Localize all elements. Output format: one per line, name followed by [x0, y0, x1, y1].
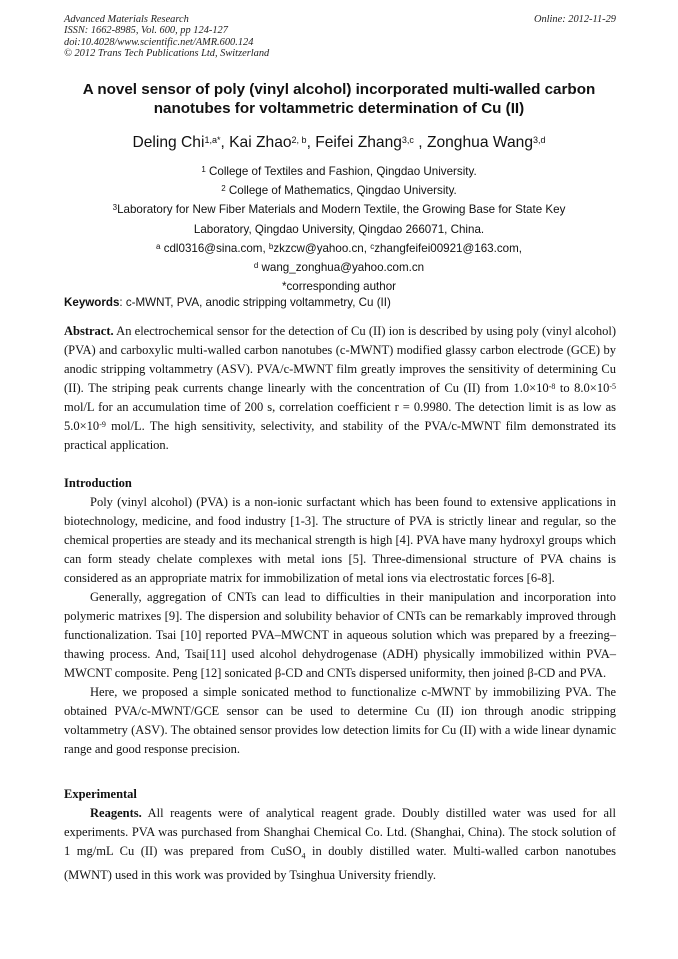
affiliation-3-line-1	[60, 200, 618, 219]
keywords	[64, 296, 616, 310]
section-heading: Experimental	[64, 787, 137, 801]
author-name: Deling Chi	[132, 134, 205, 151]
author-sup: 3,c	[401, 135, 414, 145]
abstract	[64, 322, 616, 455]
email-sup: a	[156, 241, 161, 251]
author-sup: 1,a*	[204, 135, 221, 145]
paragraph: Generally, aggregation of CNTs can lead to difficulties in their manipulation and incorporation into polymeric matrixes [9]. The dispersion and solubility behavior of CNTs can be remarkably improved through functionalization. Tsai [10] reported PVA–MWCNT in aqueous solution which was prepared by a freezing–thawing process. And, Tsai[11] used alcohol dehydrogenase (ADH) physically immobilized within PVA–MWCNT composite. Peng [12] sonicated β-CD and CNTs dispersed uniformity, then joined β-CD and PVA.	[64, 590, 616, 680]
affiliation-2	[60, 181, 618, 200]
email-text: zhangfeifei00921@163.com,	[374, 241, 522, 255]
affiliation-3-line-2: Laboratory, Qingdao University, Qingdao 266071, China.	[193, 222, 485, 236]
experimental-section	[64, 785, 616, 885]
keywords-label: Keywords	[64, 296, 120, 309]
email-sup: b	[268, 241, 274, 251]
paragraph	[64, 804, 616, 885]
affiliation-text: College of Mathematics, Qingdao University.	[225, 184, 457, 198]
online-date: Online: 2012-11-29	[533, 14, 616, 25]
abstract-text: mol/L. The high sensitivity, selectivity, and stability of the PVA/c-MWNT film demonstrated its practical application.	[64, 419, 616, 452]
author-sup: 3,d	[533, 135, 546, 145]
subscript: 4	[301, 851, 306, 861]
author-sep: ,	[220, 134, 230, 151]
email-line-2	[60, 258, 618, 277]
issn-line: ISSN: 1662-8985, Vol. 600, pp 124-127	[64, 25, 228, 37]
paragraph: Here, we proposed a simple sonicated method to functionalize c-MWNT by immobilizing PVA. The obtained PVA/c-MWNT/GCE sensor can be used to determine Cu (II) ion through anodic stripping voltammetry (ASV). The obtained sensor provides low detection limits for Cu (II) with a wide linear dynamic range and good response precision.	[64, 685, 616, 756]
email-text: cdl0316@sina.com,	[160, 241, 269, 255]
corresponding-note: *corresponding author	[281, 280, 397, 294]
affiliation-sup: 3	[112, 203, 118, 213]
affiliation-sup: 2	[221, 184, 226, 194]
paper-title	[60, 80, 618, 118]
doi-line: doi:10.4028/www.scientific.net/AMR.600.124	[64, 36, 254, 48]
keywords-text: : c-MWNT, PVA, anodic stripping voltammetry, Cu (II)	[119, 296, 391, 309]
affiliation-text: College of Textiles and Fashion, Qingdao University.	[205, 165, 477, 178]
affiliations	[60, 162, 618, 296]
paragraph-text: in doubly distilled water. Multi-walled carbon nanotubes (MWNT) used in this work was provided by Tsinghua University friendly.	[64, 844, 617, 882]
author-name: Kai Zhao	[229, 134, 292, 151]
abstract-label: Abstract.	[64, 324, 114, 338]
abstract-text: An electrochemical sensor for the detection of Cu (II) ion is described by using poly (vinyl alcohol) (PVA) and carboxylic multi-walled carbon nanotubes (c-MWNT) modified glassy carbon electrode (GCE) by anodic stripping voltammetry (ASV). PVA/c-MWNT film greatly improves the sensitivity of determining Cu (II). The striping peak currents change linearly with the concentration of Cu (II) from 1.0×10	[64, 324, 616, 395]
affiliation-1	[60, 162, 618, 181]
affiliation-text: Laboratory for New Fiber Materials and Modern Textile, the Growing Base for State Key	[117, 203, 566, 217]
exponent: -9	[99, 420, 106, 429]
abstract-text: to 8.0×10	[555, 381, 610, 395]
copyright-line: © 2012 Trans Tech Publications Ltd, Switzerland	[64, 48, 270, 60]
journal-name: Advanced Materials Research	[64, 14, 189, 25]
paragraph-text: All reagents were of analytical reagent grade. Doubly distilled water was used for all experiments. PVA was purchased from Shanghai Chemical Co. Ltd. (Shanghai, China). The stock solution of 1 mg/mL Cu (II) was prepared from CuSO	[64, 806, 616, 858]
exponent: -8	[548, 382, 556, 391]
journal-header	[64, 14, 616, 60]
title-line-1: A novel sensor of poly (vinyl alcohol) incorporated multi-walled carbon	[82, 81, 596, 98]
author-sup: 2, b	[291, 135, 307, 145]
author-sep: ,	[413, 134, 427, 151]
email-sup: d	[253, 261, 259, 271]
title-line-2: nanotubes for voltammetric determination of Cu (II)	[153, 100, 525, 117]
paragraph: Poly (vinyl alcohol) (PVA) is a non-ionic surfactant which has been found to extensive applications in biotechnology, medicine, and food industry [1-3]. The structure of PVA is strictly linear and regular, so the chemical properties are steady and its mechanical strength is high [4]. PVA have many hydroxyl groups which can form steady chelate complexes with metal ions [5]. Three-dimensional structure of PVA chains is considered as an appropriate matrix for immobilization of metal ions via electrostatic forces [6-8].	[64, 495, 616, 585]
subsection-label: Reagents.	[90, 806, 142, 820]
author-list	[60, 133, 618, 153]
email-text: zkzcw@yahoo.cn,	[273, 241, 371, 255]
author-name: Zonghua Wang	[426, 134, 533, 151]
abstract-text: mol/L for an accumulation time of 200 s, correlation coefficient r = 0.9980. The detection limit is as low as 5.0×10	[64, 400, 616, 433]
introduction-section	[64, 474, 616, 759]
email-sup: c	[370, 241, 375, 251]
abstract-paragraph	[64, 322, 616, 455]
affiliation-sup: 1	[201, 165, 206, 174]
author-name: Feifei Zhang	[315, 134, 402, 151]
section-heading: Introduction	[64, 476, 132, 490]
exponent: -5	[609, 382, 616, 391]
author-sep: ,	[306, 134, 316, 151]
email-line-1	[60, 239, 618, 258]
email-text: wang_zonghua@yahoo.com.cn	[258, 261, 425, 275]
